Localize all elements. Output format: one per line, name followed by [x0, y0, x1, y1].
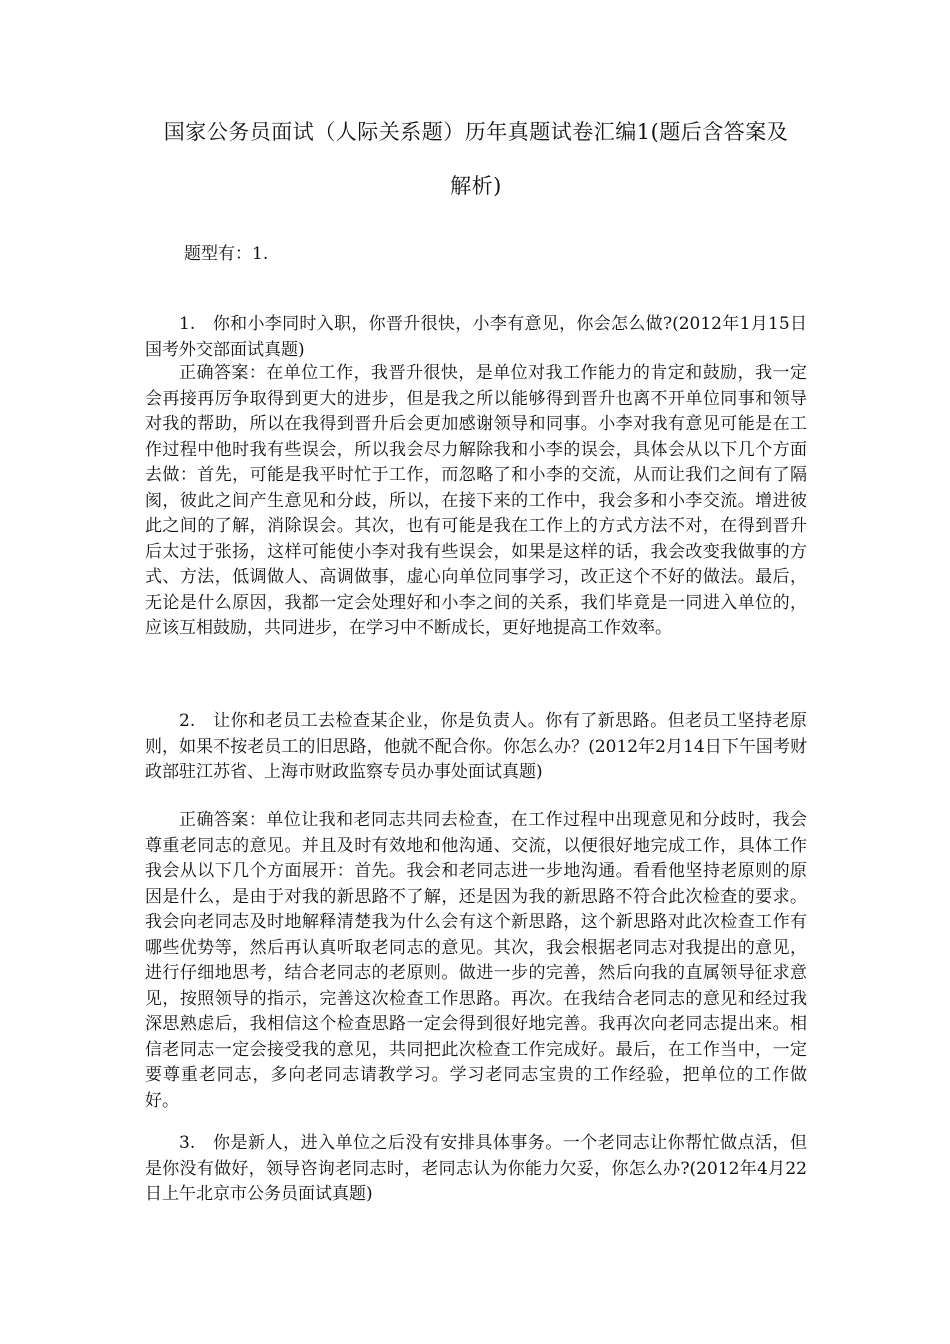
document-title-line2: 解析): [450, 174, 502, 198]
question-3: 3. 你是新人，进入单位之后没有安排具体事务。一个老同志让你帮忙做点活，但是你没有做好，领导咨询老同志时，老同志认为你能力欠妥，你怎么办?(2012年4月22日上午北京市公务员面试真题): [145, 1133, 807, 1204]
question-types: 题型有：1.: [184, 244, 269, 264]
answer-2: 正确答案：单位让我和老同志共同去检查，在工作过程中出现意见和分歧时，我会尊重老同志的意见。并且及时有效地和他沟通、交流，以便很好地完成工作，具体工作我会从以下几个方面展开：首先。我会和老同志进一步地沟通。看看他坚持老原则的原因是什么，是由于对我的新思路不了解，还是因为我的新思路不符合此次检查的要求。我会向老同志及时地解释清楚我为什么会有这个新思路，这个新思路对此次检查工作有哪些优势等，然后再认真听取老同志的意见。其次，我会根据老同志对我提出的意见，进行仔细地思考，结合老同志的老原则。做进一步的完善，然后向我的直属领导征求意见，按照领导的指示，完善这次检查工作思路。再次。在我结合老同志的意见和经过我深思熟虑后，我相信这个检查思路一定会得到很好地完善。我再次向老同志提出来。相信老同志一定会接受我的意见，共同把此次检查工作完成好。最后，在工作当中，一定要尊重老同志，多向老同志请教学习。学习老同志宝贵的工作经验，把单位的工作做好。: [145, 810, 807, 1111]
question-2: 2. 让你和老员工去检查某企业，你是负责人。你有了新思路。但老员工坚持老原则，如果不按老员工的旧思路，他就不配合你。你怎么办？(2012年2月14日下午国考财政部驻江苏省、上海市财政监察专员办事处面试真题): [145, 711, 807, 782]
answer-1: 正确答案：在单位工作，我晋升很快，是单位对我工作能力的肯定和鼓励，我一定会再接再厉争取得到更大的进步，但是我之所以能够得到晋升也离不开单位同事和领导对我的帮助，所以在我得到晋升后会更加感谢领导和同事。小李对我有意见可能是在工作过程中他时我有些误会，所以我会尽力解除我和小李的误会，具体会从以下几个方面去做：首先，可能是我平时忙于工作，而忽略了和小李的交流，从而让我们之间有了隔阂，彼此之间产生意见和分歧，所以，在接下来的工作中，我会多和小李交流。增进彼此之间的了解，消除误会。其次，也有可能是我在工作上的方式方法不对，在得到晋升后太过于张扬，这样可能使小李对我有些误会，如果是这样的话，我会改变我做事的方式、方法，低调做人、高调做事，虚心向单位同事学习，改正这个不好的做法。最后，无论是什么原因，我都一定会处理好和小李之间的关系，我们毕竟是一同进入单位的，应该互相鼓励，共同进步，在学习中不断成长，更好地提高工作效率。: [145, 363, 807, 638]
question-1: 1. 你和小李同时入职，你晋升很快，小李有意见，你会怎么做?(2012年1月15日国考外交部面试真题): [145, 314, 807, 360]
document-title-line1: 国家公务员面试（人际关系题）历年真题试卷汇编1(题后含答案及: [163, 120, 789, 144]
